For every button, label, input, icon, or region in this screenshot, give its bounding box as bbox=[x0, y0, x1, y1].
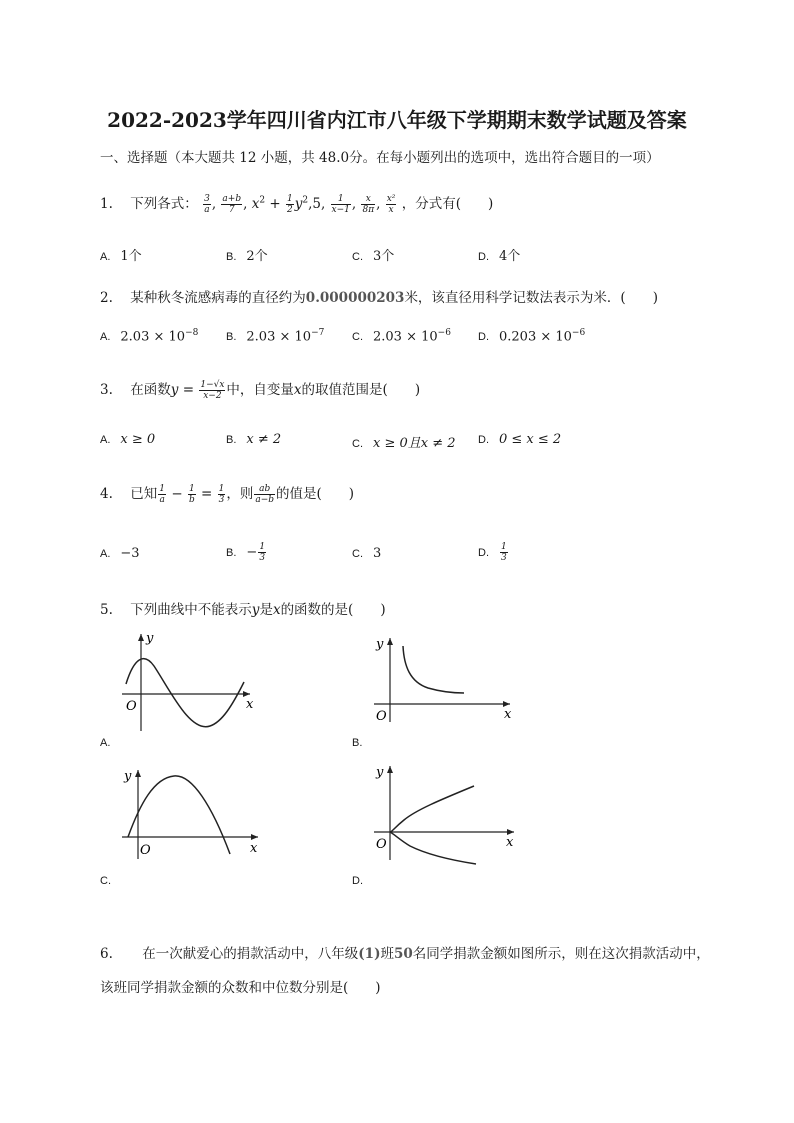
svg-text:y: y bbox=[146, 631, 154, 646]
svg-text:x: x bbox=[506, 835, 514, 850]
option-d[interactable]: D. 0 ≤ x ≤ 2 bbox=[478, 432, 562, 447]
option-c[interactable]: C. x ≥ 0且x ≠ 2 bbox=[352, 436, 456, 451]
graph-a[interactable] bbox=[118, 628, 268, 733]
svg-text:x: x bbox=[250, 841, 258, 856]
option-b[interactable]: B. $2.03 \times 10^{-7}$ bbox=[226, 328, 325, 345]
graph-b[interactable] bbox=[370, 632, 520, 727]
svg-text:O: O bbox=[376, 709, 387, 724]
section-heading: 一、选择题（本大题共 12 小题，共 48.0分。在每小题列出的选项中，选出符合题目的一项） bbox=[100, 150, 660, 166]
graph-label-d: D. bbox=[352, 875, 363, 887]
option-a[interactable]: A. x ≥ 0 bbox=[100, 432, 156, 447]
option-b[interactable]: B. x ≠ 2 bbox=[226, 432, 282, 447]
option-a[interactable]: A. $2.03 \times 10^{-8}$ bbox=[100, 328, 199, 345]
graph-label-c: C. bbox=[100, 875, 111, 887]
question-4: 4. 已知 $\frac{1}{a}$ − $\frac{1}{b}$ = $\frac{1}{3}$ ，则 $\frac{ab}{a-b}$ 的值是( ) bbox=[100, 484, 355, 505]
question-text-end: ，分式有( ) bbox=[401, 196, 494, 212]
option-d[interactable]: D. 4个 bbox=[478, 249, 521, 264]
option-b[interactable]: B. 2个 bbox=[226, 249, 268, 264]
question-6-line2: 该班同学捐款金额的众数和中位数分别是( ) bbox=[100, 980, 381, 996]
question-number: 1. bbox=[100, 196, 113, 212]
svg-text:y: y bbox=[376, 765, 384, 780]
function-fraction: $\frac{1-√x}{x-2}$ bbox=[200, 380, 225, 401]
question-2: 2. 某种秋冬流感病毒的直径约为0.000000203米，该直径用科学记数法表示为米．( ) bbox=[100, 290, 658, 306]
option-d[interactable]: D. $\frac{1}{3}$ bbox=[478, 542, 507, 563]
question-1 bbox=[100, 192, 493, 215]
option-c[interactable]: C. 3个 bbox=[352, 249, 395, 264]
svg-text:x: x bbox=[504, 707, 512, 722]
page-title: 2022-2023学年四川省内江市八年级下学期期末数学试题及答案 bbox=[107, 108, 687, 132]
value-highlight: 0.000000203 bbox=[305, 290, 405, 306]
svg-text:y: y bbox=[376, 637, 384, 652]
option-b[interactable]: B. − $\frac{1}{3}$ bbox=[226, 542, 266, 563]
graph-c[interactable] bbox=[118, 764, 268, 864]
question-6: 6. 在一次献爱心的捐款活动中，八年级(1)班50名同学捐款金额如图所示，则在这次捐款活动中， bbox=[100, 946, 710, 962]
option-d[interactable]: D. $0.203 \times 10^{-6}$ bbox=[478, 328, 586, 345]
question-text: 下列各式： bbox=[130, 196, 198, 212]
svg-text:O: O bbox=[126, 699, 137, 714]
graph-label-a: A. bbox=[100, 737, 111, 749]
svg-text:y: y bbox=[124, 769, 132, 784]
option-c[interactable]: C. 3 bbox=[352, 546, 382, 561]
option-a[interactable]: A. 1个 bbox=[100, 249, 142, 264]
svg-text:O: O bbox=[376, 837, 387, 852]
svg-text:x: x bbox=[246, 697, 254, 712]
option-a[interactable]: A. −3 bbox=[100, 546, 140, 561]
question-3: 3. 在函数y = $\frac{1-√x}{x-2}$ 中，自变量x的取值范围是( ) bbox=[100, 380, 421, 401]
graph-d[interactable] bbox=[370, 760, 520, 865]
expression-list: $\frac{3}{a}$ , $\frac{a+b}{7}$ , $x^2$ + $\frac{1}{2}$ $y^2,5$, $\frac{1}{x-1}$ , $\frac{x}{8\pi}$ , $\frac{\text{x²}}{x}$ bbox=[204, 194, 396, 215]
graph-label-b: B. bbox=[352, 737, 363, 749]
svg-text:O: O bbox=[140, 843, 151, 858]
question-5: 5. 下列曲线中不能表示y是x的函数的是( ) bbox=[100, 602, 386, 618]
option-c[interactable]: C. $2.03 \times 10^{-6}$ bbox=[352, 328, 451, 345]
